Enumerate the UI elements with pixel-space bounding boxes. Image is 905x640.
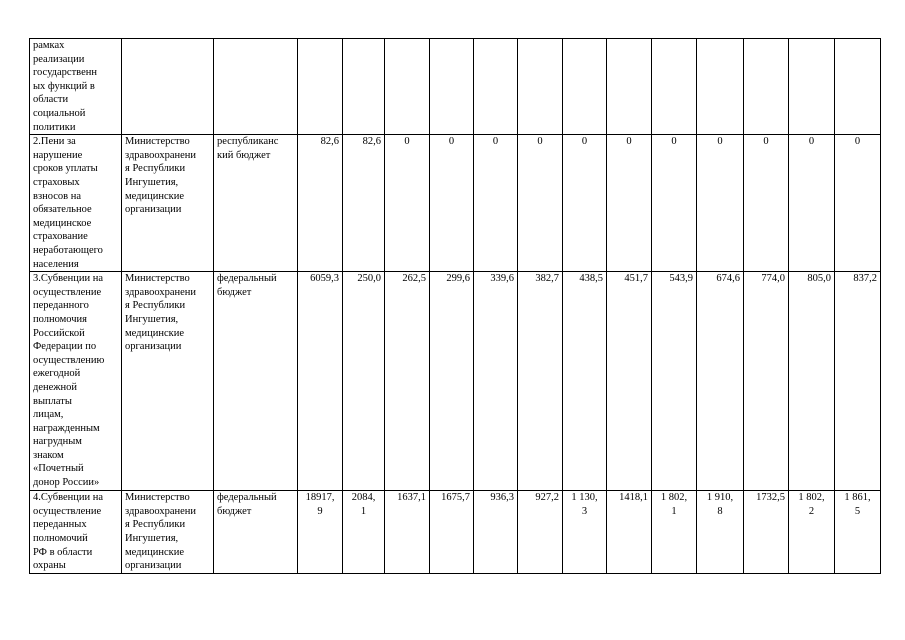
value-cell <box>474 39 518 135</box>
value-cell-total <box>298 39 343 135</box>
value-cell: 0 <box>518 135 563 272</box>
value-cell: 805,0 <box>789 272 835 491</box>
responsible-cell: Министерство здравоохранени я Республики Ингушетия, медицинские организации <box>122 491 214 574</box>
value-cell-total: 6059,3 <box>298 272 343 491</box>
value-cell <box>652 39 697 135</box>
value-cell: 774,0 <box>744 272 789 491</box>
value-cell: 0 <box>697 135 744 272</box>
value-cell: 0 <box>474 135 518 272</box>
value-cell <box>697 39 744 135</box>
value-cell: 936,3 <box>474 491 518 574</box>
value-cell: 927,2 <box>518 491 563 574</box>
funding-source-cell: республиканс кий бюджет <box>214 135 298 272</box>
value-cell: 250,0 <box>343 272 385 491</box>
table-row <box>30 39 881 135</box>
value-cell <box>343 39 385 135</box>
value-cell <box>835 39 881 135</box>
value-cell: 1 802, 1 <box>652 491 697 574</box>
value-cell: 1418,1 <box>607 491 652 574</box>
value-cell: 674,6 <box>697 272 744 491</box>
row-name-cell: 2.Пени за нарушение сроков уплаты страховых взносов на обязательное медицинское страхование неработающего населения <box>30 135 122 272</box>
value-cell: 299,6 <box>430 272 474 491</box>
program-funding-table <box>29 38 881 574</box>
value-cell <box>563 39 607 135</box>
value-cell: 1 130, 3 <box>563 491 607 574</box>
value-cell: 1732,5 <box>744 491 789 574</box>
value-cell: 0 <box>789 135 835 272</box>
value-cell <box>789 39 835 135</box>
value-cell: 0 <box>430 135 474 272</box>
value-cell: 1 861, 5 <box>835 491 881 574</box>
value-cell <box>385 39 430 135</box>
value-cell <box>518 39 563 135</box>
value-cell: 543,9 <box>652 272 697 491</box>
value-cell: 0 <box>607 135 652 272</box>
value-cell: 82,6 <box>343 135 385 272</box>
value-cell: 451,7 <box>607 272 652 491</box>
responsible-cell: Министерство здравоохранени я Республики Ингушетия, медицинские организации <box>122 272 214 491</box>
row-name-cell: 4.Субвенции на осуществление переданных полномочий РФ в области охраны <box>30 491 122 574</box>
value-cell: 0 <box>652 135 697 272</box>
value-cell: 1 802, 2 <box>789 491 835 574</box>
value-cell: 262,5 <box>385 272 430 491</box>
value-cell: 0 <box>563 135 607 272</box>
value-cell: 0 <box>744 135 789 272</box>
value-cell: 339,6 <box>474 272 518 491</box>
value-cell: 382,7 <box>518 272 563 491</box>
value-cell: 837,2 <box>835 272 881 491</box>
funding-source-cell <box>214 39 298 135</box>
value-cell: 438,5 <box>563 272 607 491</box>
value-cell <box>430 39 474 135</box>
row-name-cell: 3.Субвенции на осуществление переданного полномочия Российской Федерации по осуществлению ежегодной денежной выплаты лицам, награжденным нагрудным знаком «Почетный донор России» <box>30 272 122 491</box>
funding-source-cell: федеральный бюджет <box>214 272 298 491</box>
responsible-cell <box>122 39 214 135</box>
table-row <box>30 135 881 272</box>
value-cell: 1 910, 8 <box>697 491 744 574</box>
table-row <box>30 272 881 491</box>
row-name-cell: рамках реализации государственн ых функций в области социальной политики <box>30 39 122 135</box>
value-cell: 1637,1 <box>385 491 430 574</box>
funding-source-cell: федеральный бюджет <box>214 491 298 574</box>
value-cell: 2084, 1 <box>343 491 385 574</box>
table-row <box>30 491 881 574</box>
responsible-cell: Министерство здравоохранени я Республики Ингушетия, медицинские организации <box>122 135 214 272</box>
value-cell <box>607 39 652 135</box>
value-cell-total: 18917, 9 <box>298 491 343 574</box>
value-cell-total: 82,6 <box>298 135 343 272</box>
value-cell: 0 <box>835 135 881 272</box>
value-cell <box>744 39 789 135</box>
value-cell: 1675,7 <box>430 491 474 574</box>
value-cell: 0 <box>385 135 430 272</box>
